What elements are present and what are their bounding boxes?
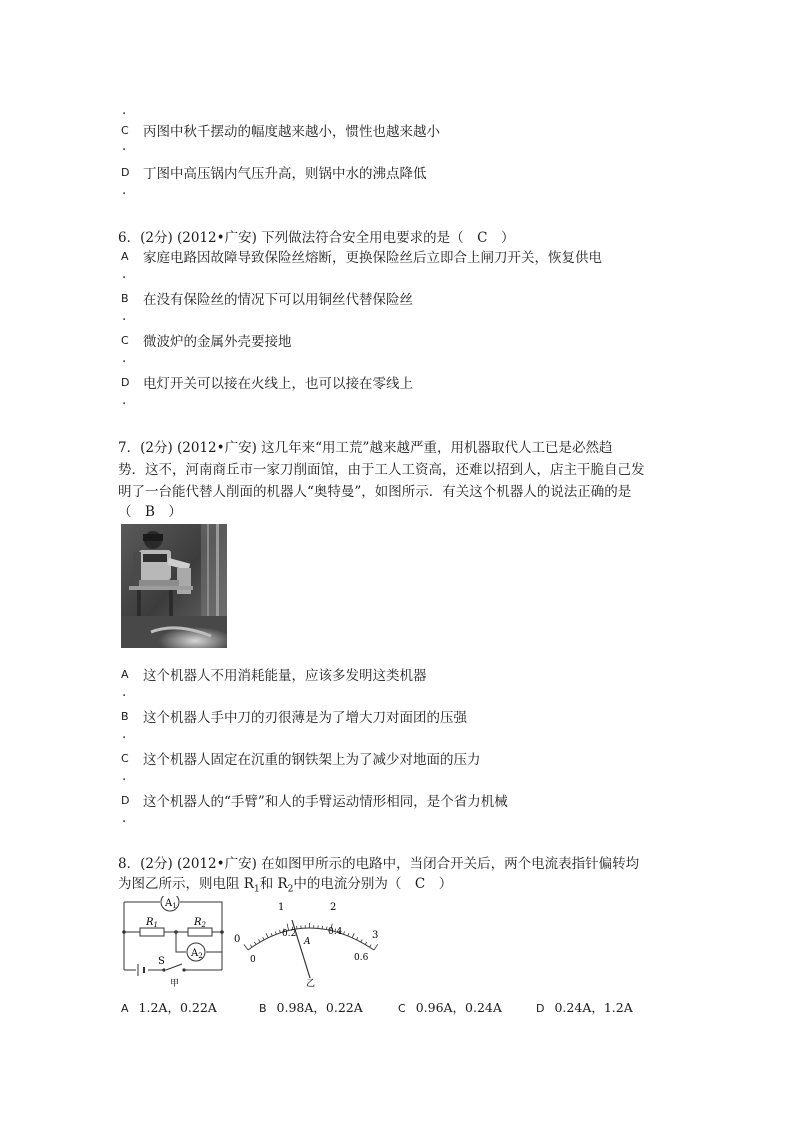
option-dot: .	[122, 727, 127, 742]
question-7-stem-line: 势．这不，河南商丘市一家刀削面馆，由于工人工资高，还难以招到人，店主干脆自己发	[118, 462, 645, 478]
dial-tick	[357, 937, 358, 940]
option-letter: B	[121, 292, 129, 305]
q7-option-a-text: 这个机器人不用消耗能量，应该多发明这类机器	[143, 668, 427, 684]
option-letter: A	[121, 668, 129, 681]
q6-option-d-text: 电灯开关可以接在火线上，也可以接在零线上	[143, 376, 413, 392]
question-7-stem-line: 明了一台能代替人削面的机器人“奥特曼”，如图所示．有关这个机器人的说法正确的是	[118, 484, 632, 500]
dial-tick	[250, 945, 252, 947]
dial-bottom-label: 0.4	[328, 927, 343, 937]
question-7-answer-paren: （ B ）	[118, 504, 182, 520]
option-dot: .	[122, 309, 127, 324]
dial-top-label: 1	[278, 902, 285, 913]
q8-option-d: D 0.24A，1.2A	[536, 1000, 633, 1015]
option-letter: D	[121, 794, 130, 807]
dial-tick	[271, 933, 272, 936]
dial-bottom-label: 0	[250, 955, 256, 965]
dial-tick	[254, 942, 256, 945]
q8-option-c: C 0.96A，0.24A	[398, 1000, 502, 1015]
option-letter: D	[121, 376, 130, 389]
figure-caption-yi: 乙	[306, 979, 316, 988]
dial-tick	[365, 942, 367, 945]
q7-option-c-text: 这个机器人固定在沉重的钢铁架上为了减少对地面的压力	[143, 752, 481, 768]
question-8-stem-line: 为图乙所示，则电阻 $R_1$和 $R_2$中的电流分别为（ C ）	[118, 876, 453, 895]
option-letter: C	[121, 752, 129, 765]
dial-tick	[263, 937, 264, 940]
option-dot: .	[122, 811, 127, 826]
question-6-stem: 6．(2分) (2012•广安) 下列做法符合安全用电要求的是（ C ）	[118, 230, 515, 246]
resistor-r2-label: $R_2$	[194, 917, 206, 929]
dial-tick	[279, 930, 280, 933]
ammeter-dial-figure	[230, 896, 386, 988]
option-letter: C	[121, 334, 129, 347]
q6-option-b-text: 在没有保险丝的情况下可以用铜丝代替保险丝	[143, 292, 413, 308]
dial-tick	[352, 933, 354, 938]
resistor-r1-label: $R_1$	[146, 917, 158, 929]
dial-unit-label: A	[304, 937, 311, 947]
ammeter-a1-label: $A_1$	[165, 898, 177, 910]
circuit-diagram	[118, 896, 228, 988]
q6-option-a-text: 家庭电路因故障导致保险丝熔断，更换保险丝后立即合上闸刀开关，恢复供电	[143, 250, 602, 266]
q6-option-c-text: 微波炉的金属外壳要接地	[143, 334, 292, 350]
dial-tick	[370, 945, 372, 948]
dial-tick	[326, 927, 327, 930]
option-dot: .	[122, 769, 127, 784]
dial-bottom-label: 0.2	[282, 929, 297, 939]
dial-bottom-label: 0.6	[354, 953, 369, 963]
option-letter: C	[121, 124, 129, 137]
option-letter: B	[121, 710, 129, 723]
figure-caption-jia: 甲	[170, 979, 180, 988]
dial-tick	[344, 931, 345, 934]
q7-option-b-text: 这个机器人手中刀的刃很薄是为了增大刀对面团的压强	[143, 710, 467, 726]
option-dot: .	[122, 183, 127, 198]
option-dot: .	[122, 393, 127, 408]
dial-top-label: 3	[372, 930, 379, 941]
dial-tick	[374, 944, 378, 950]
option-dot: .	[122, 139, 127, 154]
dial-tick	[244, 944, 248, 950]
question-8-stem-line: 8．(2分) (2012•广安) 在如图甲所示的电路中，当闭合开关后，两个电流表指针偏转均	[118, 856, 640, 872]
dial-top-label: 2	[330, 902, 337, 913]
q7-option-d-text: 这个机器人的“手臂”和人的手臂运动情形相同，是个省力机械	[143, 794, 508, 810]
option-dot: .	[122, 103, 127, 118]
ammeter-a2-label: $A_2$	[191, 948, 203, 960]
switch-label: S	[158, 956, 165, 967]
q8-option-b: B 0.98A，0.22A	[259, 1000, 363, 1015]
dial-tick	[348, 933, 349, 936]
dial-tick	[259, 939, 261, 942]
option-dot: .	[122, 351, 127, 366]
robot-noodle-photo	[121, 524, 227, 648]
q5-option-d-text: 丁图中高压锅内气压升高，则锅中水的沸点降低	[143, 166, 427, 182]
option-letter: A	[121, 250, 129, 263]
dial-tick	[361, 939, 362, 942]
option-dot: .	[122, 267, 127, 282]
question-7-stem-line: 7．(2分) (2012•广安) 这几年来“用工荒”越来越严重，用机器取代人工已是必然趋	[118, 440, 613, 456]
q5-option-c-text: 丙图中秋千摆动的幅度越来越小，惯性也越来越小	[143, 124, 440, 140]
option-dot: .	[122, 685, 127, 700]
dial-tick	[266, 933, 268, 938]
q8-option-a: A 1.2A，0.22A	[121, 1000, 217, 1015]
dial-tick	[275, 931, 276, 934]
dial-top-label: 0	[234, 934, 241, 945]
option-letter: D	[121, 166, 130, 179]
